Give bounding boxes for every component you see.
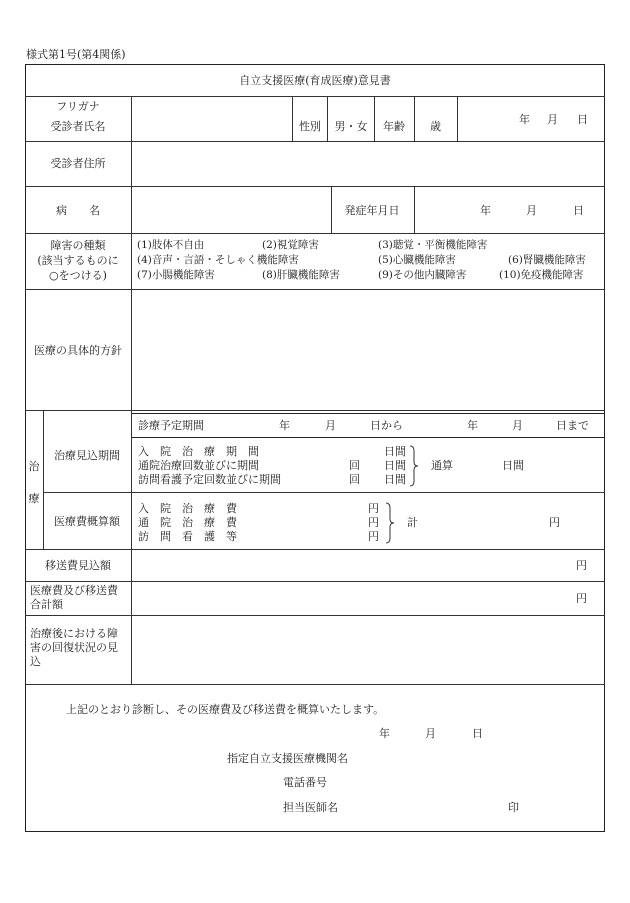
treatment-side-label-2: 療 (28, 492, 40, 505)
disability-label-3: ○をつける) (49, 269, 107, 282)
disability-option[interactable]: (6)腎臓機能障害 (508, 254, 586, 266)
expected-label: 治療見込期間 (54, 449, 120, 462)
cost-inpatient-yen: 円 (368, 502, 379, 515)
dob-day: 日 (577, 113, 588, 126)
outpatient-days-unit: 日間 (384, 459, 406, 472)
footer-date-day: 日 (472, 727, 483, 740)
statement-text: 上記のとおり診断し、その医療費及び移送費を概算いたします。 (66, 703, 385, 716)
dob-month: 月 (547, 113, 558, 126)
address-label: 受診者住所 (50, 157, 106, 170)
dob-year: 年 (519, 113, 530, 126)
disability-label-2: (該当するものに (37, 254, 119, 267)
onset-label: 発症年月日 (344, 204, 400, 217)
form-style-number: 様式第1号(第4関係) (26, 48, 126, 61)
furigana-label: フリガナ (56, 100, 100, 113)
period-to-day: 日まで (556, 419, 589, 432)
name-field[interactable] (131, 96, 292, 141)
policy-field[interactable] (131, 289, 605, 410)
disease-field[interactable] (131, 186, 331, 233)
cost-row-outpatient: 通 院 治 療 費 (138, 516, 237, 529)
disability-option[interactable]: (4)音声・言語・そしゃく機能障害 (137, 254, 299, 266)
expected-row-visit: 訪問看護予定回数並びに期間 (138, 473, 281, 486)
prognosis-label-2: 害の回復状況の見 (30, 641, 118, 654)
expected-total-label: 通算 (431, 459, 453, 472)
sex-label: 性別 (299, 120, 321, 133)
onset-month: 月 (526, 204, 537, 217)
disability-option[interactable]: (9)その他内臓障害 (378, 269, 467, 281)
cost-total-label: 計 (407, 516, 418, 529)
onset-year: 年 (480, 204, 491, 217)
institution-label: 指定自立支援医療機関名 (227, 752, 348, 765)
footer-date-month: 月 (425, 727, 436, 740)
transport-field[interactable] (131, 549, 605, 581)
cost-visit-yen: 円 (368, 530, 379, 543)
combined-label-1: 医療費及び移送費 (30, 584, 118, 597)
disability-option[interactable]: (10)免疫機能障害 (499, 269, 584, 281)
transport-yen: 円 (576, 559, 587, 572)
cost-label: 医療費概算額 (54, 515, 120, 528)
cost-outpatient-yen: 円 (368, 516, 379, 529)
period-from-year: 年 (279, 419, 290, 432)
disability-option[interactable]: (7)小腸機能障害 (137, 269, 215, 281)
cost-row-inpatient: 入 院 治 療 費 (138, 502, 237, 515)
policy-label: 医療の具体的方針 (34, 344, 122, 357)
prognosis-label-1: 治療後における障 (30, 627, 118, 640)
expected-row-inpatient: 入 院 治 療 期 間 (138, 445, 259, 458)
footer-date-year: 年 (379, 727, 390, 740)
disease-label: 病 名 (56, 204, 100, 217)
visit-times-unit: 回 (349, 473, 360, 486)
expected-row-outpatient: 通院治療回数並びに期間 (138, 459, 259, 472)
period-to-year: 年 (467, 419, 478, 432)
phone-label: 電話番号 (283, 776, 327, 789)
cost-row-visit: 訪 問 看 護 等 (138, 530, 237, 543)
sex-options[interactable]: 男・女 (334, 120, 368, 133)
combined-label-2: 合計額 (30, 598, 63, 611)
cost-total-yen: 円 (549, 516, 560, 529)
outpatient-times-unit: 回 (349, 459, 360, 472)
expected-brace-icon (409, 445, 419, 487)
disability-option[interactable]: (8)肝臓機能障害 (262, 269, 340, 281)
address-field[interactable] (131, 141, 605, 186)
doctor-label: 担当医師名 (283, 801, 338, 814)
combined-yen: 円 (576, 592, 587, 605)
age-unit: 歳 (430, 120, 441, 133)
age-label: 年齢 (383, 120, 405, 133)
disability-option[interactable]: (1)肢体不自由 (137, 239, 205, 251)
seal-mark: 印 (508, 801, 519, 814)
form-title: 自立支援医療(育成医療)意見書 (239, 74, 391, 87)
period-from-month: 月 (325, 419, 336, 432)
visit-days-unit: 日間 (384, 473, 406, 486)
disability-option[interactable]: (2)視覚障害 (262, 239, 319, 251)
name-label: 受診者氏名 (50, 120, 106, 133)
inpatient-days-unit: 日間 (384, 445, 406, 458)
cost-brace-icon (385, 502, 395, 544)
onset-day: 日 (573, 204, 584, 217)
prognosis-label-3: 込 (30, 655, 41, 668)
disability-label-1: 障害の種類 (50, 239, 106, 252)
period-from-day: 日から (370, 419, 403, 432)
expected-total-unit: 日間 (502, 459, 524, 472)
treatment-side-label-1: 治 (28, 460, 40, 473)
transport-label: 移送費見込額 (45, 559, 111, 572)
disability-option[interactable]: (3)聴覚・平衡機能障害 (378, 239, 488, 251)
prognosis-field[interactable] (131, 615, 605, 684)
period-to-month: 月 (512, 419, 523, 432)
period-label: 診療予定期間 (138, 419, 204, 432)
combined-field[interactable] (131, 581, 605, 615)
disability-option[interactable]: (5)心臓機能障害 (378, 254, 456, 266)
